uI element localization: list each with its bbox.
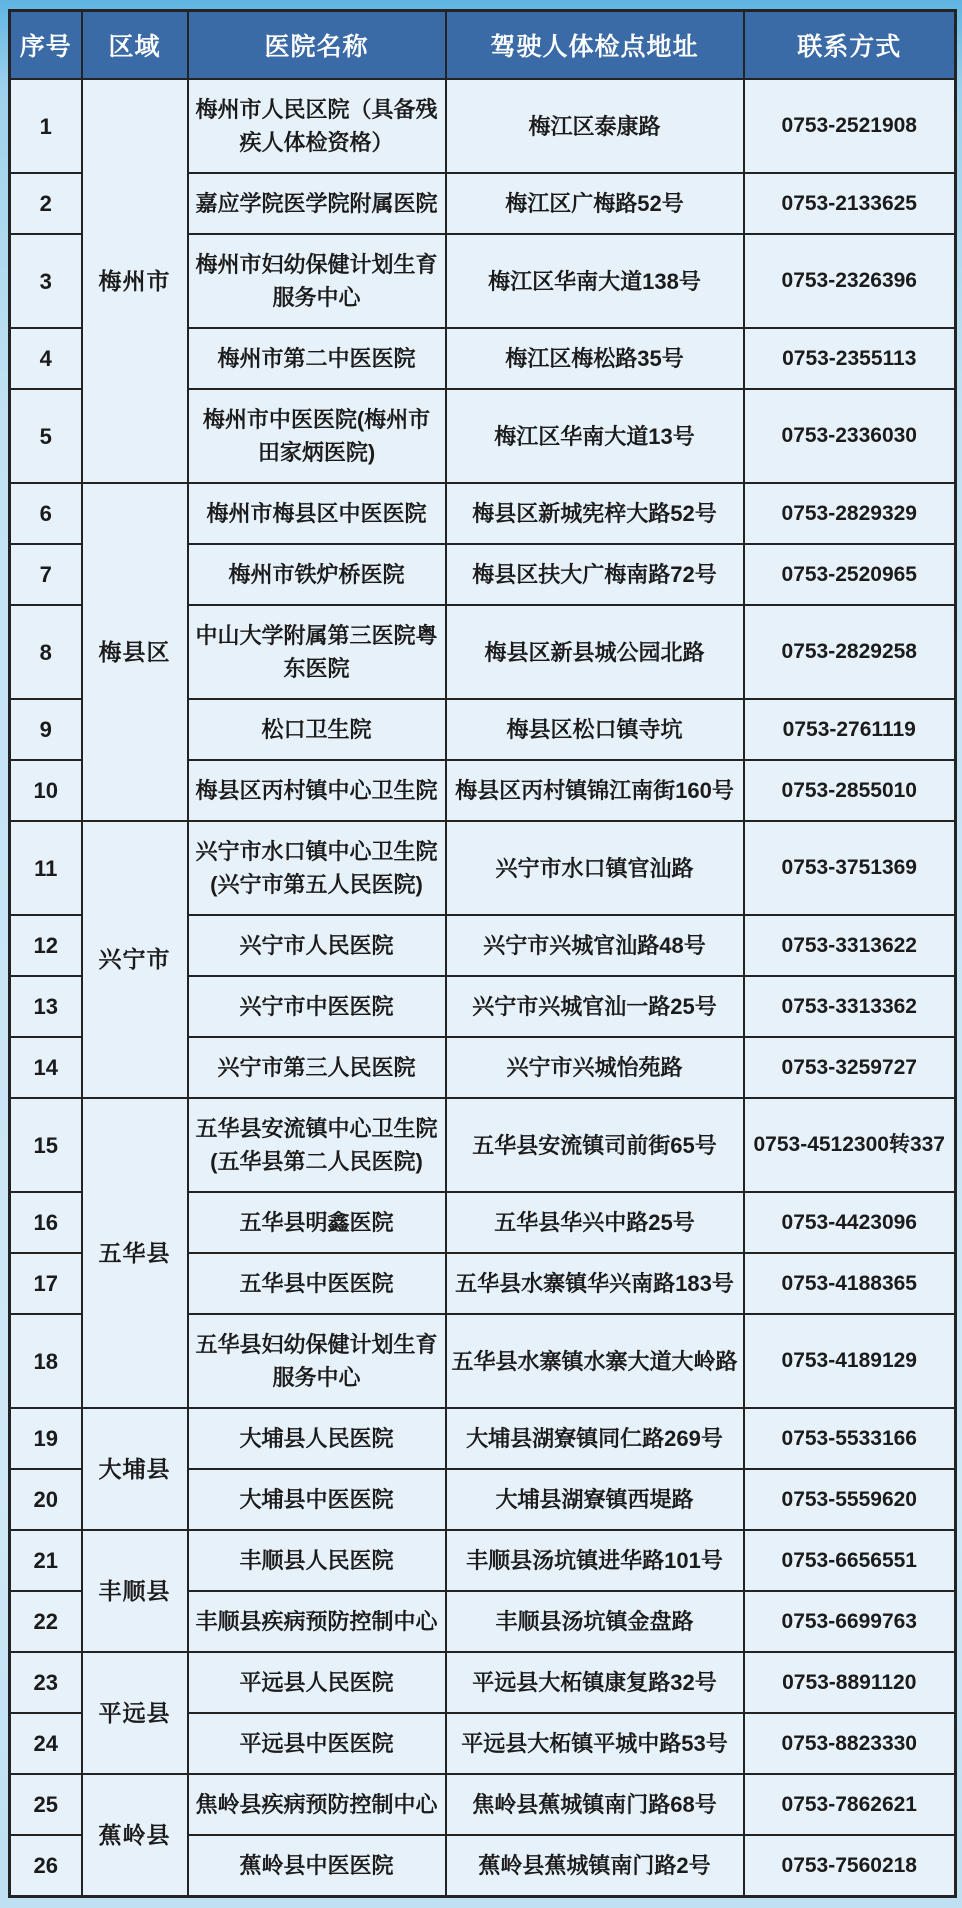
region-cell: 大埔县 bbox=[82, 1408, 188, 1530]
hospital-name-cell: 梅州市梅县区中医医院 bbox=[188, 483, 446, 544]
phone-cell: 0753-2855010 bbox=[744, 760, 956, 821]
address-cell: 梅县区新城宪梓大路52号 bbox=[446, 483, 744, 544]
row-number-cell: 25 bbox=[10, 1774, 82, 1835]
row-number-cell: 14 bbox=[10, 1037, 82, 1098]
phone-cell: 0753-2326396 bbox=[744, 234, 956, 328]
address-cell: 梅江区华南大道13号 bbox=[446, 389, 744, 483]
phone-cell: 0753-2133625 bbox=[744, 173, 956, 234]
hospital-name-cell: 五华县安流镇中心卫生院(五华县第二人民医院) bbox=[188, 1098, 446, 1192]
table-row bbox=[10, 1530, 956, 1591]
row-number-cell: 15 bbox=[10, 1098, 82, 1192]
row-number-cell: 1 bbox=[10, 79, 82, 173]
phone-cell: 0753-2761119 bbox=[744, 699, 956, 760]
phone-cell: 0753-2355113 bbox=[744, 328, 956, 389]
phone-cell: 0753-4512300转337 bbox=[744, 1098, 956, 1192]
row-number-cell: 10 bbox=[10, 760, 82, 821]
table-row bbox=[10, 1774, 956, 1835]
hospital-name-cell: 嘉应学院医学院附属医院 bbox=[188, 173, 446, 234]
region-cell: 兴宁市 bbox=[82, 821, 188, 1098]
region-cell: 五华县 bbox=[82, 1098, 188, 1408]
row-number-cell: 16 bbox=[10, 1192, 82, 1253]
hospital-name-cell: 平远县人民医院 bbox=[188, 1652, 446, 1713]
address-cell: 焦岭县蕉城镇南门路68号 bbox=[446, 1774, 744, 1835]
col-header-address: 驾驶人体检点地址 bbox=[446, 11, 744, 80]
phone-cell: 0753-8823330 bbox=[744, 1713, 956, 1774]
phone-cell: 0753-2520965 bbox=[744, 544, 956, 605]
hospital-name-cell: 丰顺县疾病预防控制中心 bbox=[188, 1591, 446, 1652]
hospital-name-cell: 梅州市妇幼保健计划生育服务中心 bbox=[188, 234, 446, 328]
hospital-name-cell: 梅州市铁炉桥医院 bbox=[188, 544, 446, 605]
region-cell: 平远县 bbox=[82, 1652, 188, 1774]
row-number-cell: 3 bbox=[10, 234, 82, 328]
phone-cell: 0753-6656551 bbox=[744, 1530, 956, 1591]
address-cell: 蕉岭县蕉城镇南门路2号 bbox=[446, 1835, 744, 1897]
row-number-cell: 20 bbox=[10, 1469, 82, 1530]
hospital-name-cell: 松口卫生院 bbox=[188, 699, 446, 760]
address-cell: 兴宁市兴城官汕路48号 bbox=[446, 915, 744, 976]
address-cell: 梅县区丙村镇锦江南街160号 bbox=[446, 760, 744, 821]
address-cell: 兴宁市兴城官汕一路25号 bbox=[446, 976, 744, 1037]
phone-cell: 0753-3751369 bbox=[744, 821, 956, 915]
address-cell: 梅县区新县城公园北路 bbox=[446, 605, 744, 699]
phone-cell: 0753-2829329 bbox=[744, 483, 956, 544]
row-number-cell: 7 bbox=[10, 544, 82, 605]
row-number-cell: 26 bbox=[10, 1835, 82, 1897]
row-number-cell: 21 bbox=[10, 1530, 82, 1591]
hospital-name-cell: 焦岭县疾病预防控制中心 bbox=[188, 1774, 446, 1835]
hospital-table bbox=[8, 9, 957, 1898]
address-cell: 平远县大柘镇康复路32号 bbox=[446, 1652, 744, 1713]
phone-cell: 0753-4189129 bbox=[744, 1314, 956, 1408]
hospital-name-cell: 兴宁市水口镇中心卫生院(兴宁市第五人民医院) bbox=[188, 821, 446, 915]
hospital-name-cell: 五华县妇幼保健计划生育服务中心 bbox=[188, 1314, 446, 1408]
address-cell: 五华县水寨镇华兴南路183号 bbox=[446, 1253, 744, 1314]
row-number-cell: 5 bbox=[10, 389, 82, 483]
row-number-cell: 17 bbox=[10, 1253, 82, 1314]
row-number-cell: 18 bbox=[10, 1314, 82, 1408]
table-row bbox=[10, 1098, 956, 1192]
row-number-cell: 9 bbox=[10, 699, 82, 760]
hospital-name-cell: 中山大学附属第三医院粤东医院 bbox=[188, 605, 446, 699]
phone-cell: 0753-3313362 bbox=[744, 976, 956, 1037]
col-header-phone: 联系方式 bbox=[744, 11, 956, 80]
address-cell: 梅江区华南大道138号 bbox=[446, 234, 744, 328]
hospital-name-cell: 兴宁市中医医院 bbox=[188, 976, 446, 1037]
col-header-seq: 序号 bbox=[10, 11, 82, 80]
address-cell: 丰顺县汤坑镇进华路101号 bbox=[446, 1530, 744, 1591]
row-number-cell: 11 bbox=[10, 821, 82, 915]
phone-cell: 0753-4423096 bbox=[744, 1192, 956, 1253]
phone-cell: 0753-3259727 bbox=[744, 1037, 956, 1098]
row-number-cell: 8 bbox=[10, 605, 82, 699]
row-number-cell: 19 bbox=[10, 1408, 82, 1469]
table-row bbox=[10, 1652, 956, 1713]
address-cell: 五华县华兴中路25号 bbox=[446, 1192, 744, 1253]
hospital-name-cell: 大埔县中医医院 bbox=[188, 1469, 446, 1530]
phone-cell: 0753-5533166 bbox=[744, 1408, 956, 1469]
hospital-name-cell: 五华县明鑫医院 bbox=[188, 1192, 446, 1253]
address-cell: 梅江区梅松路35号 bbox=[446, 328, 744, 389]
address-cell: 兴宁市兴城怡苑路 bbox=[446, 1037, 744, 1098]
address-cell: 丰顺县汤坑镇金盘路 bbox=[446, 1591, 744, 1652]
phone-cell: 0753-6699763 bbox=[744, 1591, 956, 1652]
row-number-cell: 6 bbox=[10, 483, 82, 544]
address-cell: 大埔县湖寮镇同仁路269号 bbox=[446, 1408, 744, 1469]
row-number-cell: 4 bbox=[10, 328, 82, 389]
row-number-cell: 24 bbox=[10, 1713, 82, 1774]
address-cell: 梅县区松口镇寺坑 bbox=[446, 699, 744, 760]
address-cell: 梅县区扶大广梅南路72号 bbox=[446, 544, 744, 605]
address-cell: 梅江区广梅路52号 bbox=[446, 173, 744, 234]
address-cell: 五华县安流镇司前街65号 bbox=[446, 1098, 744, 1192]
phone-cell: 0753-8891120 bbox=[744, 1652, 956, 1713]
row-number-cell: 23 bbox=[10, 1652, 82, 1713]
phone-cell: 0753-3313622 bbox=[744, 915, 956, 976]
table-body bbox=[10, 79, 956, 1897]
table-row bbox=[10, 79, 956, 173]
region-cell: 蕉岭县 bbox=[82, 1774, 188, 1897]
col-header-hospital: 医院名称 bbox=[188, 11, 446, 80]
address-cell: 五华县水寨镇水寨大道大岭路 bbox=[446, 1314, 744, 1408]
hospital-name-cell: 蕉岭县中医医院 bbox=[188, 1835, 446, 1897]
page bbox=[8, 9, 954, 1898]
address-cell: 兴宁市水口镇官汕路 bbox=[446, 821, 744, 915]
region-cell: 丰顺县 bbox=[82, 1530, 188, 1652]
table-row bbox=[10, 1408, 956, 1469]
row-number-cell: 12 bbox=[10, 915, 82, 976]
hospital-name-cell: 兴宁市人民医院 bbox=[188, 915, 446, 976]
row-number-cell: 13 bbox=[10, 976, 82, 1037]
address-cell: 大埔县湖寮镇西堤路 bbox=[446, 1469, 744, 1530]
region-cell: 梅县区 bbox=[82, 483, 188, 821]
phone-cell: 0753-2336030 bbox=[744, 389, 956, 483]
hospital-name-cell: 梅州市人民区院（具备残疾人体检资格） bbox=[188, 79, 446, 173]
phone-cell: 0753-2521908 bbox=[744, 79, 956, 173]
phone-cell: 0753-7862621 bbox=[744, 1774, 956, 1835]
table-row bbox=[10, 821, 956, 915]
row-number-cell: 22 bbox=[10, 1591, 82, 1652]
hospital-name-cell: 平远县中医医院 bbox=[188, 1713, 446, 1774]
hospital-name-cell: 梅州市第二中医医院 bbox=[188, 328, 446, 389]
phone-cell: 0753-2829258 bbox=[744, 605, 956, 699]
phone-cell: 0753-5559620 bbox=[744, 1469, 956, 1530]
hospital-name-cell: 梅县区丙村镇中心卫生院 bbox=[188, 760, 446, 821]
col-header-region: 区域 bbox=[82, 11, 188, 80]
hospital-name-cell: 五华县中医医院 bbox=[188, 1253, 446, 1314]
row-number-cell: 2 bbox=[10, 173, 82, 234]
phone-cell: 0753-7560218 bbox=[744, 1835, 956, 1897]
hospital-name-cell: 兴宁市第三人民医院 bbox=[188, 1037, 446, 1098]
address-cell: 平远县大柘镇平城中路53号 bbox=[446, 1713, 744, 1774]
table-row bbox=[10, 483, 956, 544]
header-row bbox=[10, 11, 956, 80]
region-cell: 梅州市 bbox=[82, 79, 188, 483]
hospital-name-cell: 大埔县人民医院 bbox=[188, 1408, 446, 1469]
hospital-name-cell: 丰顺县人民医院 bbox=[188, 1530, 446, 1591]
address-cell: 梅江区泰康路 bbox=[446, 79, 744, 173]
phone-cell: 0753-4188365 bbox=[744, 1253, 956, 1314]
hospital-name-cell: 梅州市中医医院(梅州市田家炳医院) bbox=[188, 389, 446, 483]
